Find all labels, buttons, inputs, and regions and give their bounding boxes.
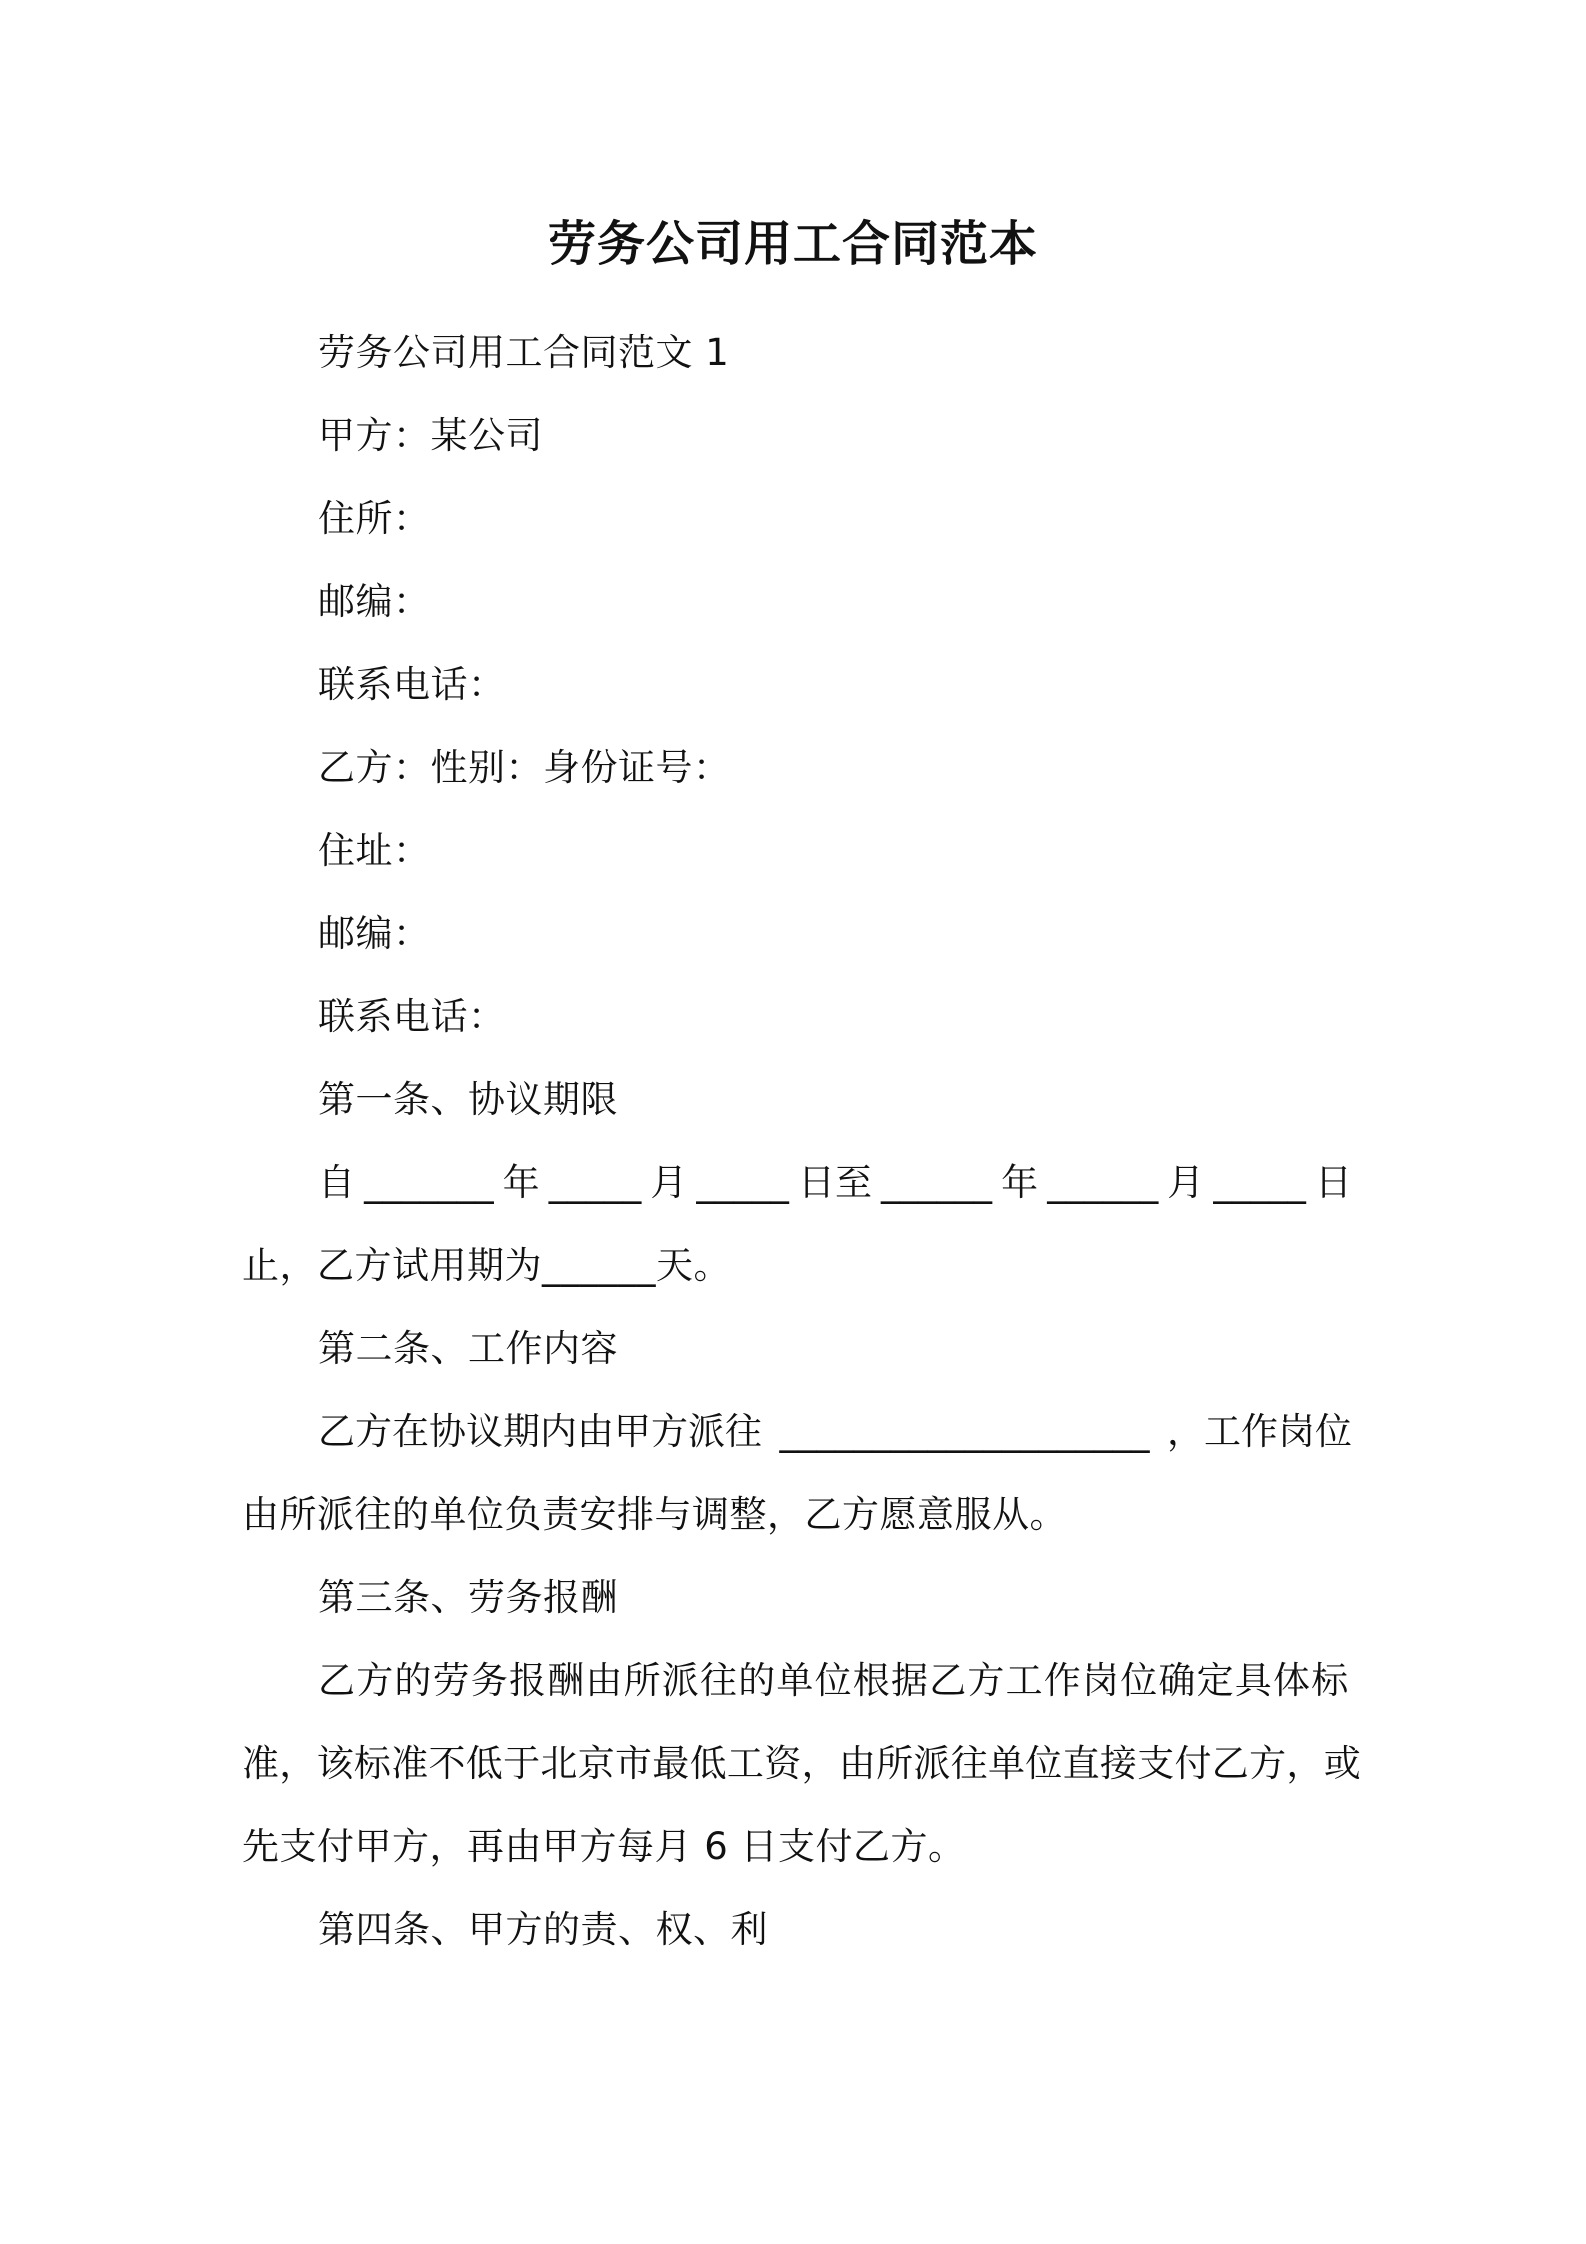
party-a-phone: 联系电话： — [318, 663, 506, 706]
year-label: 年 — [1001, 1161, 1039, 1204]
article-1-heading: 第一条、协议期限 — [318, 1078, 618, 1121]
end-day-blank: _____ — [1213, 1161, 1306, 1204]
end-month-blank: ______ — [1047, 1161, 1159, 1204]
month-label: 月 — [1167, 1161, 1205, 1204]
party-a-name: 甲方：某公司 — [318, 414, 543, 457]
article-2-text-part: 乙方在协议期内由甲方派往 — [318, 1410, 762, 1453]
year-label: 年 — [502, 1161, 540, 1204]
start-day-blank: _____ — [696, 1161, 789, 1204]
month-label: 月 — [650, 1161, 688, 1204]
party-b-phone: 联系电话： — [318, 995, 506, 1038]
party-b-postcode: 邮编： — [318, 912, 431, 955]
start-month-blank: _____ — [548, 1161, 642, 1204]
party-b-address: 住址： — [318, 829, 431, 872]
start-year-blank: _______ — [364, 1161, 494, 1204]
day-to-label: 日至 — [797, 1161, 872, 1204]
dispatch-location-blank: ____________________ — [779, 1410, 1150, 1453]
article-2-heading: 第二条、工作内容 — [318, 1327, 618, 1370]
party-b-info: 乙方：性别：身份证号： — [318, 746, 731, 789]
date-from-label: 自 — [318, 1161, 355, 1204]
article-2-text-part: ，工作岗位 — [1167, 1410, 1352, 1453]
party-a-address: 住所： — [318, 497, 431, 540]
article-3-line-3: 先支付甲方，再由甲方每月 6 日支付乙方。 — [242, 1825, 966, 1868]
day-label: 日 — [1314, 1161, 1352, 1204]
article-3-line-2: 准，该标准不低于北京市最低工资，由所派往单位直接支付乙方，或 — [242, 1742, 1361, 1785]
article-3-line-1: 乙方的劳务报酬由所派往的单位根据乙方工作岗位确定具体标 — [318, 1659, 1350, 1702]
article-2-line-2: 由所派往的单位负责安排与调整，乙方愿意服从。 — [242, 1493, 1067, 1536]
document-subtitle: 劳务公司用工合同范文 1 — [318, 331, 730, 374]
article-1-date-line — [318, 1157, 1352, 1209]
end-year-blank: ______ — [881, 1161, 993, 1204]
article-4-heading: 第四条、甲方的责、权、利 — [318, 1908, 768, 1951]
document-title: 劳务公司用工合同范本 — [547, 216, 1038, 272]
article-3-heading: 第三条、劳务报酬 — [318, 1576, 618, 1619]
article-1-probation-line: 止，乙方试用期为______天。 — [242, 1244, 731, 1287]
party-a-postcode: 邮编： — [318, 580, 431, 623]
article-2-line-1 — [318, 1406, 1352, 1458]
